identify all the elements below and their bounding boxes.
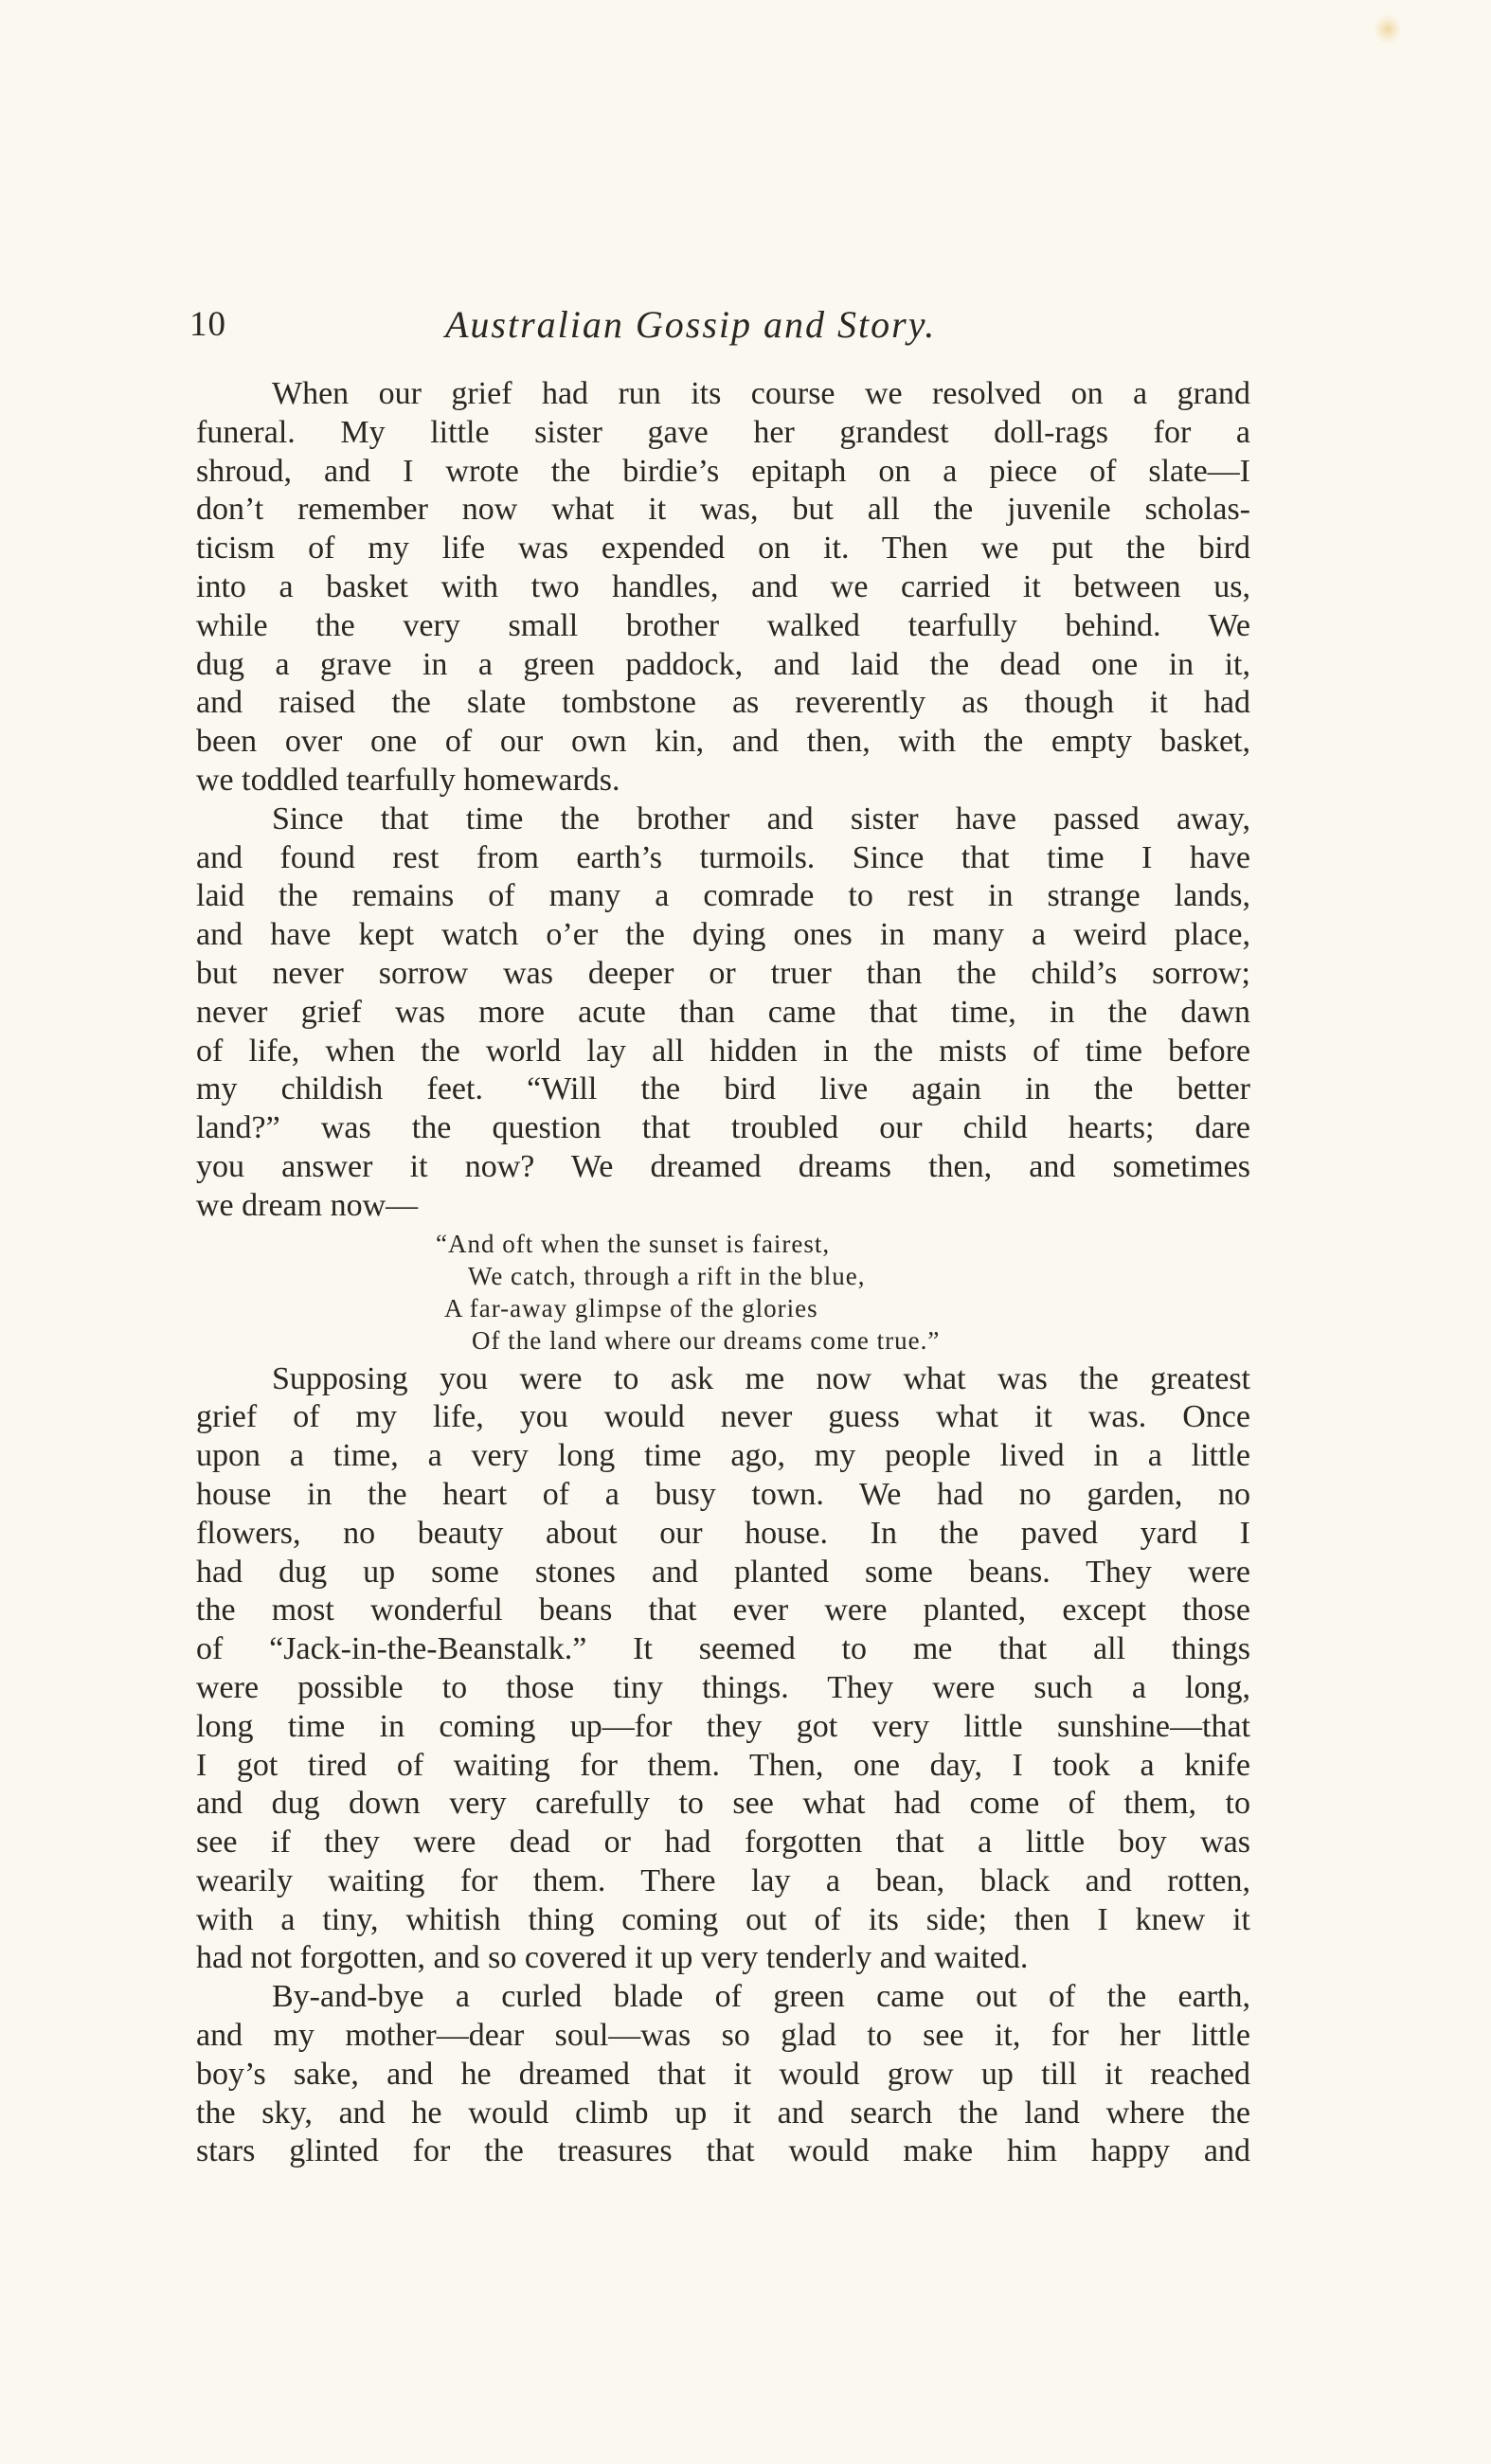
text-line: upon a time, a very long time ago, my people lived in a little [196,1438,1250,1474]
text-line: wearily waiting for them. There lay a bean, black and rotten, [196,1862,1250,1898]
text-line: we toddled tearfully homewards. [196,762,620,798]
text-line: into a basket with two handles, and we carried it between us, [196,568,1250,604]
text-line: don’t remember now what it was, but all the juvenile scholas- [196,492,1250,528]
body-text [196,375,1250,2171]
text-line: grief of my life, you would never guess what it was. Once [196,1399,1250,1435]
text-line: and raised the slate tombstone as reverently as though it had [196,685,1250,721]
text-line: long time in coming up—for they got very little sunshine—that [196,1708,1250,1744]
text-line: and my mother—dear soul—was so glad to see it, for her little [196,2018,1250,2054]
text-line: When our grief had run its course we resolved on a grand [272,376,1250,411]
paper-stain [1375,15,1400,44]
text-line: Supposing you were to ask me now what was the greatest [272,1360,1250,1396]
text-line: shroud, and I wrote the birdie’s epitaph on a piece of slate—I [196,453,1250,489]
text-line: the most wonderful beans that ever were planted, except those [196,1592,1250,1628]
text-line: had dug up some stones and planted some beans. They were [196,1554,1250,1590]
text-line: and have kept watch o’er the dying ones in many a weird place, [196,917,1250,953]
text-line: funeral. My little sister gave her grandest doll-rags for a [196,414,1250,450]
text-line: see if they were dead or had forgotten that a little boy was [196,1825,1250,1861]
text-line: and dug down very carefully to see what had come of them, to [196,1786,1250,1822]
text-line: I got tired of waiting for them. Then, one day, I took a knife [196,1747,1250,1783]
text-line: while the very small brother walked tearfully behind. We [196,607,1250,643]
text-line: and found rest from earth’s turmoils. Since that time I have [196,839,1250,875]
poem-line: “And oft when the sunset is fairest, [436,1229,831,1258]
text-line: boy’s sake, and he dreamed that it would grow up till it reached [196,2056,1250,2092]
running-head [189,298,1250,351]
text-line: my childish feet. “Will the bird live again in the better [196,1071,1250,1107]
page-number: 10 [189,305,226,344]
poem-line: A far-away glimpse of the glories [444,1293,818,1322]
text-line: we dream now— [196,1187,419,1223]
text-line: but never sorrow was deeper or truer than the child’s sorrow; [196,955,1250,991]
text-line: Since that time the brother and sister have passed away, [272,800,1250,836]
text-line: had not forgotten, and so covered it up very tenderly and waited. [196,1940,1029,1976]
text-line: flowers, no beauty about our house. In the paved yard I [196,1515,1250,1551]
paragraph [196,1978,1250,2171]
text-line: of life, when the world lay all hidden in the mists of time before [196,1033,1250,1069]
text-line: house in the heart of a busy town. We had no garden, no [196,1476,1250,1512]
text-line: land?” was the question that troubled our child hearts; dare [196,1110,1250,1146]
text-line: ticism of my life was expended on it. Then we put the bird [196,531,1250,567]
text-line: the sky, and he would climb up it and search the land where the [196,2095,1250,2131]
poem-line: We catch, through a rift in the blue, [468,1261,866,1290]
text-line: dug a grave in a green paddock, and laid the dead one in it, [196,646,1250,682]
text-line: been over one of our own kin, and then, with the empty basket, [196,724,1250,760]
paragraph [196,800,1250,1226]
text-line: By-and-bye a curled blade of green came out of the earth, [272,1979,1250,2015]
text-line: were possible to those tiny things. They were such a long, [196,1669,1250,1705]
text-line: stars glinted for the treasures that would make him happy and [196,2133,1250,2169]
poem-line: Of the land where our dreams come true.” [472,1325,941,1355]
text-line: you answer it now? We dreamed dreams then, and sometimes [196,1148,1250,1184]
text-line: of “Jack-in-the-Beanstalk.” It seemed to me that all things [196,1631,1250,1667]
running-title: Australian Gossip and Story. [445,303,937,346]
text-line: laid the remains of many a comrade to rest in strange lands, [196,878,1250,914]
text-line: never grief was more acute than came that time, in the dawn [196,994,1250,1030]
poem-quote [196,1226,1250,1360]
paragraph [196,375,1250,800]
paragraph [196,1360,1250,1979]
text-line: with a tiny, whitish thing coming out of its side; then I knew it [196,1901,1250,1937]
